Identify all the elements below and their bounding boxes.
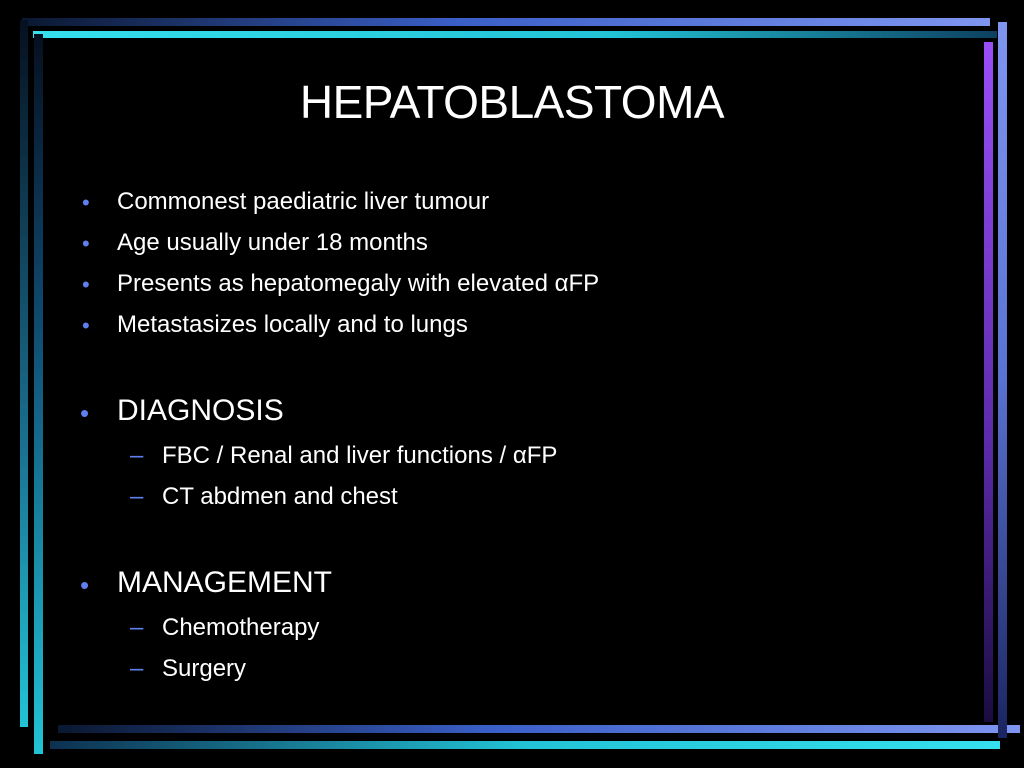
bullet-text: Presents as hepatomegaly with elevated αFP [117,270,600,297]
bullet-dot-icon: • [82,313,90,338]
sub-bullet-text: Surgery [162,655,247,682]
bullet-dot-icon: • [82,231,90,256]
bullet-dot-icon: • [80,570,90,600]
dash-icon: – [130,614,144,641]
dash-icon: – [130,442,144,469]
bullet-dot-icon: • [82,272,90,297]
dash-icon: – [130,483,144,510]
section-heading-text: DIAGNOSIS [117,394,284,427]
slide-title: HEPATOBLASTOMA [299,76,725,128]
bullet-text: Metastasizes locally and to lungs [117,311,468,338]
bullet-text: Age usually under 18 months [117,229,428,256]
bullet-dot-icon: • [82,190,90,215]
dash-icon: – [130,655,144,682]
sub-bullet-text: FBC / Renal and liver functions / αFP [162,442,558,469]
bullet-dot-icon: • [80,398,90,428]
sub-bullet-text: Chemotherapy [162,614,320,641]
bullet-text: Commonest paediatric liver tumour [117,188,490,215]
sub-bullet-text: CT abdmen and chest [162,483,398,510]
section-heading-text: MANAGEMENT [117,566,333,599]
